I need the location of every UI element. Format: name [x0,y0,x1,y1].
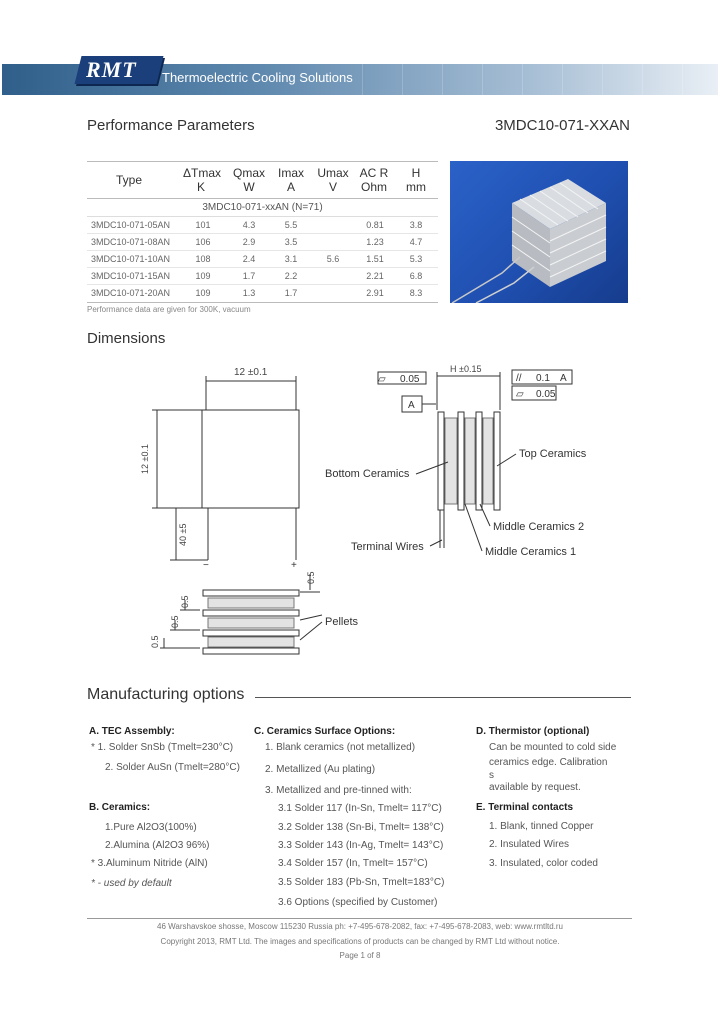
table-header [87,162,438,199]
cell-h: 8.3 [409,288,423,298]
cell-umax: 5.6 [326,254,340,264]
col-qmax-unit: W [243,180,255,194]
label-middle-ceramics-2: Middle Ceramics 2 [493,521,585,533]
col-h: H [411,166,421,180]
surface-item-32: 3.2 Solder 138 (Sn-Bi, Tmelt= 138°C) [278,822,444,833]
surface-item-31: 3.1 Solder 117 (In-Sn, Tmelt= 117°C) [278,803,442,814]
cell-i: 2.2 [284,271,298,281]
dim-h: H ±0.15 [450,364,482,374]
dim-05-3: 0.5 [150,635,160,648]
ceramics-item-3: * 3.Aluminum Nitride (AlN) [91,858,208,869]
surface-item-34: 3.4 Solder 157 (In, Tmelt= 157°C) [278,858,428,869]
front-view [152,376,299,560]
col-h-unit: mm [406,180,426,194]
cell-acr: 1.51 [366,254,384,264]
cell-h: 6.8 [409,271,423,281]
footer-copyright: Copyright 2013, RMT Ltd. The images and specifications of products can be changed by RMT Ltd without notice. [160,937,560,946]
thermistor-line-4: available by request. [489,782,581,793]
col-umax: Umax [317,166,349,180]
table-row [87,251,438,268]
dim-05-top: 0.5 [306,571,316,584]
cell-q: 2.4 [242,254,256,264]
tec-module-image [450,161,628,303]
table-row [87,285,438,302]
parallel-datum: A [560,373,567,384]
pellet-leader-2 [300,622,322,640]
terminal-item-2: 2. Insulated Wires [489,839,570,850]
label-bottom-ceramics: Bottom Ceramics [325,468,410,480]
surface-item-33: 3.3 Solder 143 (In-Ag, Tmelt= 143°C) [278,840,444,851]
col-dtmax-unit: K [196,180,205,194]
thermistor-title: D. Thermistor (optional) [476,726,590,737]
col-type: Type [115,173,142,187]
col-acr: AC R [359,166,389,180]
flatness-value-2: 0.05 [536,389,556,400]
dim-05-1: 0.5 [180,595,190,608]
footer-address: 46 Warshavskoe shosse, Moscow 115230 Russia ph: +7-495-678-2082, fax: +7-495-678-2083, web: www.rmtltd.ru [157,922,563,931]
ceramics-item-1: 1.Pure Al2O3(100%) [105,822,197,833]
flatness-value: 0.05 [400,374,420,385]
cell-h: 4.7 [409,237,423,247]
dimension-drawing [0,350,720,670]
section-title-manufacturing: Manufacturing options [87,686,245,703]
tec-title: A. TEC Assembly: [89,726,175,737]
thermistor-line-1: Can be mounted to cold side [489,742,617,753]
section-title-performance: Performance Parameters [87,117,255,134]
cell-dt: 106 [195,237,211,247]
cell-model: 3MDC10-071-08AN [91,237,171,247]
col-imax: Imax [277,166,304,180]
product-code: 3MDC10-071-XXAN [494,117,630,134]
col-dtmax: ΔTmax [183,166,222,180]
col-acr-unit: Ohm [360,180,387,194]
cell-q: 1.7 [242,271,256,281]
cell-acr: 0.81 [366,220,384,230]
cell-model: 3MDC10-071-10AN [91,254,171,264]
table-row [87,217,438,234]
cell-i: 3.1 [284,254,298,264]
surface-title: C. Ceramics Surface Options: [254,726,396,737]
surface-item-35: 3.5 Solder 183 (Pb-Sn, Tmelt=183°C) [278,877,445,888]
col-qmax: Qmax [232,166,265,180]
tagline: Thermoelectric Cooling Solutions [162,70,353,85]
cell-i: 3.5 [284,237,298,247]
section-title-dimensions: Dimensions [87,330,166,347]
cell-acr: 1.23 [366,237,384,247]
terminal-item-3: 3. Insulated, color coded [489,858,598,869]
col-umax-unit: V [328,180,337,194]
table-row [87,268,438,285]
cell-dt: 101 [195,220,211,230]
col-imax-unit: A [286,180,295,194]
surface-item-2: 2. Metallized (Au plating) [265,764,376,775]
surface-item-1: 1. Blank ceramics (not metallized) [265,742,416,753]
datum-label: A [408,400,415,411]
cell-h: 3.8 [409,220,423,230]
footer-rule [87,918,632,919]
flatness-symbol: ▱ [378,374,386,385]
tec-item-1: * 1. Solder SnSb (Tmelt=230°C) [91,742,234,753]
minus-sign: − [203,560,209,571]
ceramics-title: B. Ceramics: [89,802,151,813]
layer-view [160,574,320,654]
cell-q: 4.3 [242,220,256,230]
cell-acr: 2.21 [366,271,384,281]
dim-05-2: 0.5 [170,615,180,628]
cell-i: 5.5 [284,220,298,230]
cell-dt: 109 [195,271,211,281]
surface-item-36: 3.6 Options (specified by Customer) [278,897,438,908]
thermistor-line-3: s [489,770,494,781]
logo: RMT [86,57,137,82]
cell-model: 3MDC10-071-15AN [91,271,171,281]
terminal-item-1: 1. Blank, tinned Copper [489,821,594,832]
table-subheader: 3MDC10-071-xxAN (N=71) [87,199,438,217]
pellet-leader-1 [300,615,322,620]
cell-q: 2.9 [242,237,256,247]
cell-acr: 2.91 [366,288,384,298]
dim-height: 12 ±0.1 [140,444,150,474]
performance-table [87,161,438,303]
terminal-title: E. Terminal contacts [476,802,574,813]
label-top-ceramics: Top Ceramics [519,448,587,460]
section-rule [255,697,631,698]
dim-width: 12 ±0.1 [234,367,268,378]
tec-item-2: 2. Solder AuSn (Tmelt=280°C) [105,762,240,773]
ceramics-item-2: 2.Alumina (Al2O3 96%) [105,840,210,851]
thermistor-line-2: ceramics edge. Calibration [489,757,608,768]
parallel-symbol: // [516,373,522,384]
label-terminal-wires: Terminal Wires [351,541,424,553]
label-pellets: Pellets [325,616,359,628]
dim-wire: 40 ±5 [178,523,188,546]
footer-page: Page 1 of 8 [339,951,381,960]
surface-item-3: 3. Metallized and pre-tinned with: [265,785,412,796]
label-middle-ceramics-1: Middle Ceramics 1 [485,546,577,558]
parallel-value: 0.1 [536,373,550,384]
cell-dt: 108 [195,254,211,264]
cell-model: 3MDC10-071-05AN [91,220,171,230]
product-photo [450,161,628,303]
plus-sign: + [291,560,297,571]
table-row [87,234,438,251]
cell-model: 3MDC10-071-20AN [91,288,171,298]
default-note: * - used by default [91,878,172,889]
cell-h: 5.3 [409,254,423,264]
flatness-symbol-2: ▱ [516,389,524,400]
cell-dt: 109 [195,288,211,298]
cell-i: 1.7 [284,288,298,298]
table-note: Performance data are given for 300K, vacuum [87,305,251,314]
cell-q: 1.3 [242,288,256,298]
